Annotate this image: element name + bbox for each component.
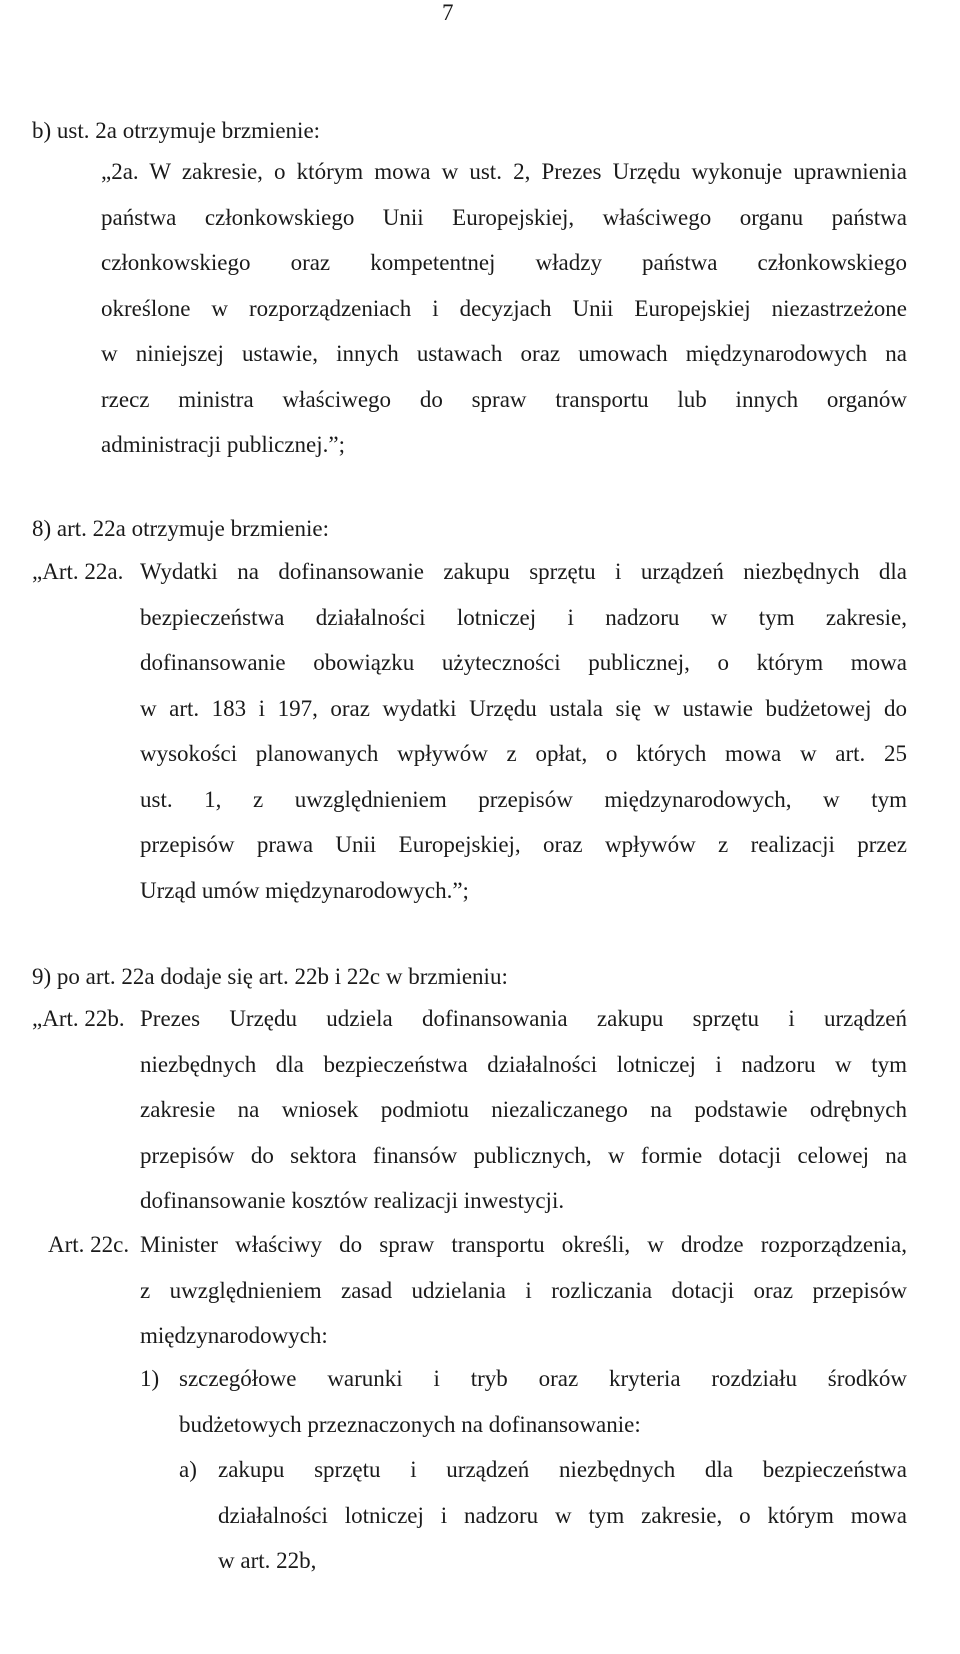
art-22a-label: „Art. 22a. [32,559,124,584]
item-b-line: rzecz ministra właściwego do spraw transportu lub innych organów [101,386,907,412]
item-b-heading: b) ust. 2a otrzymuje brzmienie: [32,118,321,143]
art-22a-line: ust. 1, z uwzględnieniem przepisów międzynarodowych, w tym [140,786,907,812]
art-22c-paragraph [140,1230,907,1367]
art-22b-paragraph [140,1004,907,1232]
point-1-line: budżetowych przeznaczonych na dofinansowanie: [179,1411,641,1437]
art-22a-line: wysokości planowanych wpływów z opłat, o których mowa w art. 25 [140,741,907,766]
art-22b-line: dofinansowanie kosztów realizacji inwestycji. [140,1188,565,1213]
art-22a-line: Urząd umów międzynarodowych.”; [140,877,469,903]
point-1-label: 1) [140,1366,160,1391]
item-9-heading: 9) po art. 22a dodaje się art. 22b i 22c w brzmieniu: [32,964,508,989]
point-1-paragraph [179,1364,907,1455]
art-22a-line: w art. 183 i 197, oraz wydatki Urzędu ustala się w ustawie budżetowej do [140,695,907,721]
item-b-line: członkowskiego oraz kompetentnej władzy państwa członkowskiego [101,250,907,275]
art-22c-label: Art. 22c. [48,1232,130,1257]
item-b-line: „2a. W zakresie, o którym mowa w ust. 2, Prezes Urzędu wykonuje uprawnienia [101,159,907,184]
art-22b-line: zakresie na wniosek podmiotu niezaliczanego na podstawie odrębnych [140,1097,907,1122]
item-b-line: w niniejszej ustawie, innych ustawach oraz umowach międzynarodowych na [101,341,907,366]
art-22a-paragraph [140,557,907,921]
item-b-line: państwa członkowskiego Unii Europejskiej, właściwego organu państwa [101,204,907,230]
art-22c-line: międzynarodowych: [140,1323,328,1348]
point-1-line: szczegółowe warunki i tryb oraz kryteria rozdziału środków [179,1366,907,1391]
item-b-line: określone w rozporządzeniach i decyzjach Unii Europejskiej niezastrzeżone [101,295,907,321]
page-number: 7 [442,0,454,25]
item-b-line: administracji publicznej.”; [101,432,345,457]
art-22a-line: dofinansowanie obowiązku użyteczności publicznej, o którym mowa [140,650,907,675]
art-22a-line: Wydatki na dofinansowanie zakupu sprzętu i urządzeń niezbędnych dla [140,559,907,584]
art-22a-line: bezpieczeństwa działalności lotniczej i nadzoru w tym zakresie, [140,604,907,630]
point-a-label: a) [179,1457,197,1482]
point-a-line: działalności lotniczej i nadzoru w tym zakresie, o którym mowa [218,1502,907,1528]
point-a-line: w art. 22b, [218,1548,317,1573]
item-8-heading: 8) art. 22a otrzymuje brzmienie: [32,516,329,541]
art-22b-line: niezbędnych dla bezpieczeństwa działalności lotniczej i nadzoru w tym [140,1051,907,1077]
art-22c-line: Minister właściwy do spraw transportu określi, w drodze rozporządzenia, [140,1232,907,1257]
point-a-line: zakupu sprzętu i urządzeń niezbędnych dla bezpieczeństwa [218,1457,907,1482]
item-b-paragraph [101,157,907,476]
art-22a-line: przepisów prawa Unii Europejskiej, oraz wpływów z realizacji przez [140,832,907,857]
art-22b-line: przepisów do sektora finansów publicznych, w formie dotacji celowej na [140,1142,907,1168]
art-22b-line: Prezes Urzędu udziela dofinansowania zakupu sprzętu i urządzeń [140,1006,907,1031]
art-22c-line: z uwzględnieniem zasad udzielania i rozliczania dotacji oraz przepisów [140,1277,907,1303]
point-a-paragraph [218,1455,907,1592]
art-22b-label: „Art. 22b. [32,1006,125,1031]
